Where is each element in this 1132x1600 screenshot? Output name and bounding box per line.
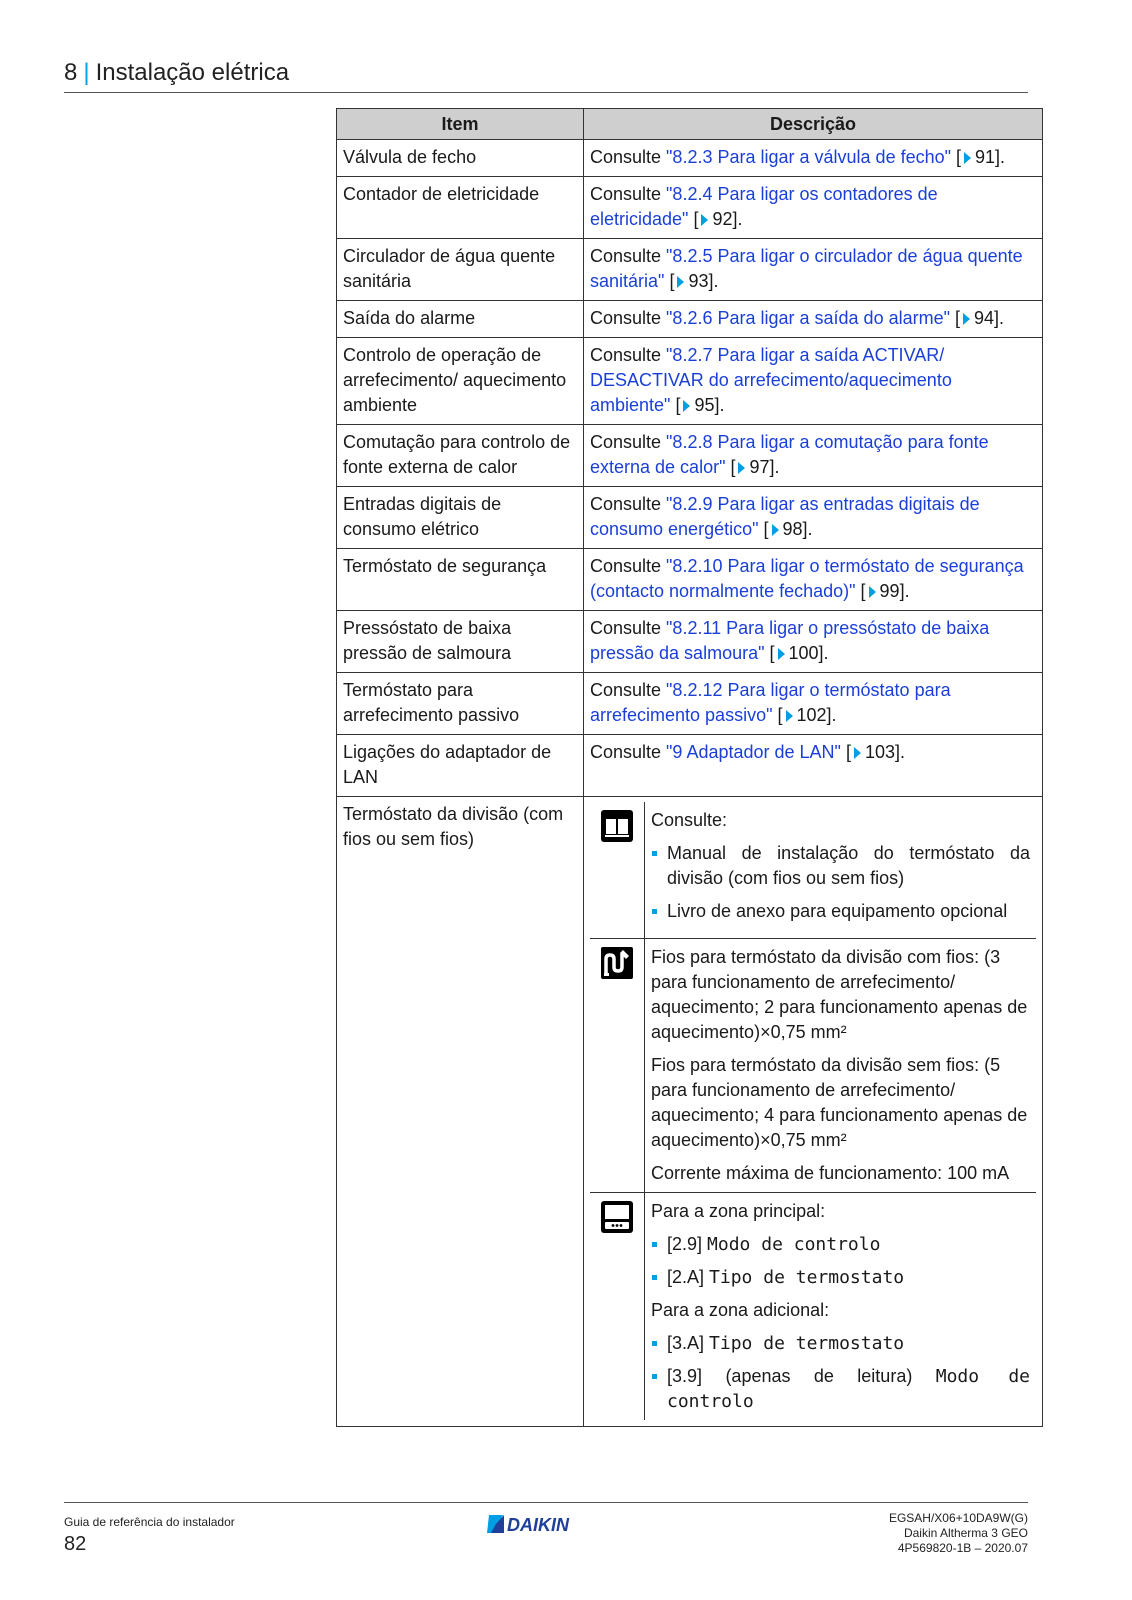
section-link[interactable]: "8.2.6 Para ligar a saída do alarme" — [666, 308, 950, 328]
page-arrow-icon — [677, 276, 684, 288]
page-arrow-icon — [772, 524, 779, 536]
page-arrow-icon — [701, 214, 708, 226]
page-number: 82 — [64, 1533, 87, 1555]
item-cell: Termóstato de segurança — [337, 549, 584, 611]
item-cell: Válvula de fecho — [337, 140, 584, 177]
description-cell: Consulte "9 Adaptador de LAN" [ 103]. — [584, 735, 1043, 797]
table-row — [337, 239, 1043, 301]
header-separator: | — [83, 59, 90, 86]
page-header — [64, 58, 1028, 93]
description-cell: Consulte "8.2.12 Para ligar o termóstato para arrefecimento passivo" [ 102]. — [584, 673, 1043, 735]
table-row — [337, 673, 1043, 735]
table-row — [337, 338, 1043, 425]
description-cell: Consulte "8.2.6 Para ligar a saída do alarme" [ 94]. — [584, 301, 1043, 338]
wiring-block — [590, 939, 1036, 1193]
item-cell: Ligações do adaptador de LAN — [337, 735, 584, 797]
wired-thermostat-wires: Fios para termóstato da divisão com fios: (3 para funcionamento de arrefecimento/ aquecimento; 2 para funcionamento apenas de aquecimento)×0,75 mm² — [651, 947, 1028, 1042]
page-ref: 94 — [974, 308, 995, 328]
page-arrow-icon — [964, 152, 971, 164]
item-cell: Circulador de água quente sanitária — [337, 239, 584, 301]
list-item: Livro de anexo para equipamento opcional — [651, 899, 1030, 924]
max-running-current: Corrente máxima de funcionamento: 100 mA — [651, 1163, 1010, 1183]
item-cell: Contador de eletricidade — [337, 177, 584, 239]
page-ref: 93 — [688, 271, 709, 291]
column-header-description: Descrição — [584, 109, 1043, 140]
table-row — [337, 549, 1043, 611]
description-cell — [584, 797, 1043, 1427]
page-arrow-icon — [869, 586, 876, 598]
section-link[interactable]: "8.2.3 Para ligar a válvula de fecho" — [666, 147, 951, 167]
page-arrow-icon — [778, 648, 785, 660]
section-link[interactable]: "8.2.5 Para ligar o circulador de água quente sanitária" — [590, 246, 1023, 291]
settings-block — [590, 1193, 1036, 1421]
main-zone-heading: Para a zona principal: — [651, 1201, 826, 1221]
daikin-logo — [487, 1513, 597, 1535]
list-item: [2.9] Modo de controlo — [651, 1232, 1030, 1257]
additional-zone-heading: Para a zona adicional: — [651, 1300, 830, 1320]
reference-intro: Consulte: — [651, 810, 728, 830]
document-info — [889, 1511, 1028, 1556]
page-ref: 99 — [879, 581, 900, 601]
section-link[interactable]: "8.2.12 Para ligar o termóstato para arrefecimento passivo" — [590, 680, 951, 725]
guide-title: Guia de referência do instalador — [64, 1515, 235, 1529]
table-row — [337, 735, 1043, 797]
page-ref: 92 — [712, 209, 733, 229]
description-cell: Consulte "8.2.11 Para ligar o pressóstato de baixa pressão da salmoura" [ 100]. — [584, 611, 1043, 673]
item-cell: Controlo de operação de arrefecimento/ aquecimento ambiente — [337, 338, 584, 425]
page-ref: 103 — [864, 742, 896, 762]
user-interface-icon — [601, 1201, 633, 1233]
description-cell: Consulte "8.2.7 Para ligar a saída ACTIVAR/ DESACTIVAR do arrefecimento/aquecimento ambiente" [ 95]. — [584, 338, 1043, 425]
room-thermostat-details — [590, 802, 1036, 1420]
table-row — [337, 301, 1043, 338]
list-item: Manual de instalação do termóstato da divisão (com fios ou sem fios) — [651, 841, 1030, 891]
page-footer — [64, 1502, 1028, 1555]
page-arrow-icon — [738, 462, 745, 474]
description-cell: Consulte "8.2.5 Para ligar o circulador de água quente sanitária" [ 93]. — [584, 239, 1043, 301]
table-row — [337, 140, 1043, 177]
document-code: 4P569820-1B – 2020.07 — [897, 1541, 1028, 1555]
page-ref: 97 — [749, 457, 770, 477]
table-row — [337, 177, 1043, 239]
column-header-item: Item — [337, 109, 584, 140]
item-cell: Termóstato da divisão (com fios ou sem fios) — [337, 797, 584, 1427]
item-cell: Pressóstato de baixa pressão de salmoura — [337, 611, 584, 673]
table-row-room-thermostat — [337, 797, 1043, 1427]
description-cell: Consulte "8.2.3 Para ligar a válvula de fecho" [ 91]. — [584, 140, 1043, 177]
table-row — [337, 611, 1043, 673]
section-link[interactable]: "8.2.4 Para ligar os contadores de eletricidade" — [590, 184, 938, 229]
page-ref: 102 — [796, 705, 827, 725]
chapter-title: Instalação elétrica — [95, 59, 290, 86]
wireless-thermostat-wires: Fios para termóstato da divisão sem fios: (5 para funcionamento de arrefecimento/ aquecimento; 4 para funcionamento apenas de aquecimento)×0,75 mm² — [651, 1055, 1028, 1150]
svg-text:DAIKIN: DAIKIN — [507, 1515, 569, 1535]
reference-block — [590, 802, 1036, 939]
manual-book-icon — [601, 810, 633, 842]
page-arrow-icon — [854, 747, 861, 759]
section-link[interactable]: "9 Adaptador de LAN" — [666, 742, 841, 762]
page-ref: 95 — [694, 395, 715, 415]
description-cell: Consulte "8.2.8 Para ligar a comutação para fonte externa de calor" [ 97]. — [584, 425, 1043, 487]
item-cell: Saída do alarme — [337, 301, 584, 338]
section-link[interactable]: "8.2.10 Para ligar o termóstato de segurança (contacto normalmente fechado)" — [590, 556, 1024, 601]
list-item: [2.A] Tipo de termostato — [651, 1265, 1030, 1290]
list-item: [3.A] Tipo de termostato — [651, 1331, 1030, 1356]
description-cell: Consulte "8.2.9 Para ligar as entradas digitais de consumo energético" [ 98]. — [584, 487, 1043, 549]
page-arrow-icon — [683, 400, 690, 412]
description-cell: Consulte "8.2.10 Para ligar o termóstato de segurança (contacto normalmente fechado)" [ 99]. — [584, 549, 1043, 611]
section-link[interactable]: "8.2.9 Para ligar as entradas digitais de consumo energético" — [590, 494, 980, 539]
section-link[interactable]: "8.2.7 Para ligar a saída ACTIVAR/ DESACTIVAR do arrefecimento/aquecimento ambiente" — [590, 345, 952, 415]
wiring-table — [336, 108, 1043, 1427]
table-row — [337, 425, 1043, 487]
item-cell: Entradas digitais de consumo elétrico — [337, 487, 584, 549]
item-cell: Comutação para controlo de fonte externa de calor — [337, 425, 584, 487]
description-cell: Consulte "8.2.4 Para ligar os contadores de eletricidade" [ 92]. — [584, 177, 1043, 239]
page-ref: 100 — [788, 643, 819, 663]
page-arrow-icon — [786, 710, 793, 722]
wiring-icon — [601, 947, 633, 979]
table-row — [337, 487, 1043, 549]
section-link[interactable]: "8.2.11 Para ligar o pressóstato de baixa pressão da salmoura" — [590, 618, 990, 663]
page-ref: 91 — [975, 147, 996, 167]
section-link[interactable]: "8.2.8 Para ligar a comutação para fonte externa de calor" — [590, 432, 989, 477]
page-arrow-icon — [963, 313, 970, 325]
list-item: [3.9] (apenas de leitura) Modo de controlo — [651, 1364, 1030, 1414]
model-code: EGSAH/X06+10DA9W(G) — [888, 1511, 1028, 1525]
chapter-number: 8 — [64, 59, 78, 86]
product-name: Daikin Altherma 3 GEO — [903, 1526, 1028, 1540]
page-ref: 98 — [782, 519, 803, 539]
item-cell: Termóstato para arrefecimento passivo — [337, 673, 584, 735]
